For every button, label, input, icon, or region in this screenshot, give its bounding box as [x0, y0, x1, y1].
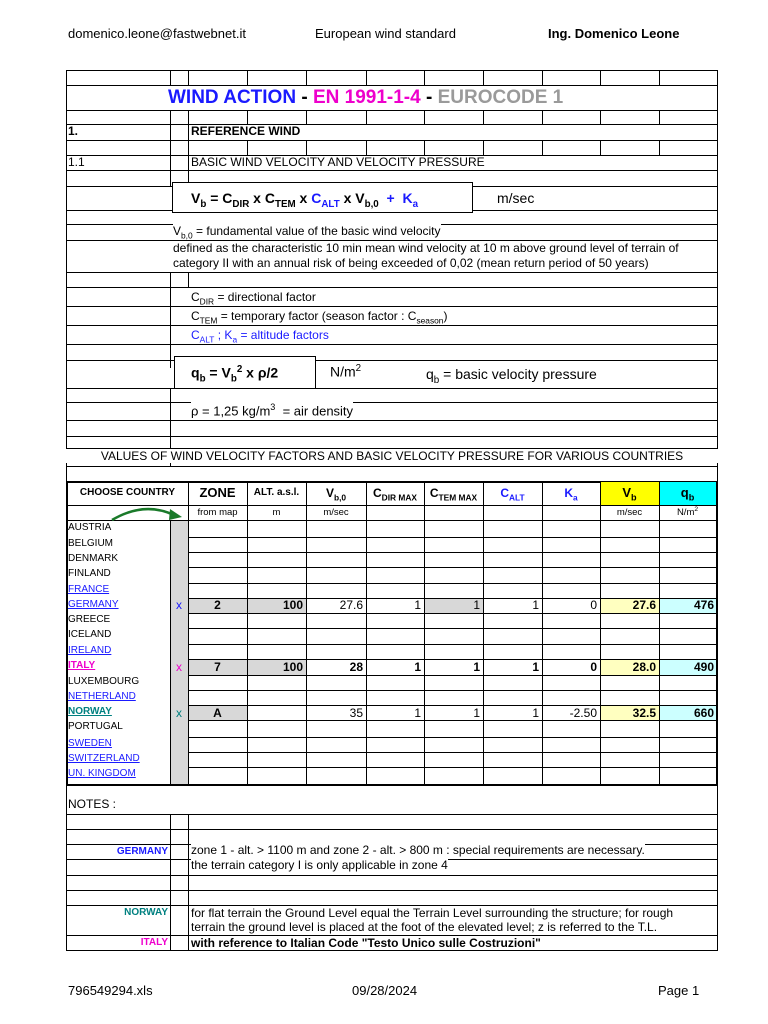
- italy-calt: 1: [532, 660, 539, 674]
- note-germany-1: zone 1 - alt. > 1100 m and zone 2 - alt. > 800 m : special requirements are necessary.: [191, 843, 645, 857]
- vb0-header: $V_{b,0}$: [325, 486, 347, 503]
- footer-page: Page 1: [658, 983, 700, 998]
- cdir-header: $C_{DIR MAX}$: [372, 486, 418, 503]
- choose-country-header: CHOOSE COUNTRY: [79, 487, 176, 498]
- germany-ctem[interactable]: 1: [473, 598, 480, 612]
- footer-file: 796549294.xls: [68, 983, 153, 998]
- germany-calt: 1: [532, 598, 539, 612]
- section-number-2: 1.1: [68, 155, 85, 169]
- alt-unit: m: [272, 507, 281, 518]
- vb0-unit: m/sec: [323, 507, 349, 518]
- country-item[interactable]: NORWAY: [68, 706, 112, 717]
- norway-zone[interactable]: A: [213, 706, 222, 720]
- italy-mark: x: [176, 660, 182, 674]
- zone-header: ZONE: [199, 485, 236, 500]
- country-item[interactable]: ITALY: [68, 660, 96, 671]
- italy-cdir: 1: [414, 660, 421, 674]
- germany-cdir: 1: [414, 598, 421, 612]
- germany-mark: x: [176, 598, 182, 612]
- qb-unit: $N/m^2$: [676, 506, 699, 519]
- footer-date: 09/28/2024: [352, 983, 418, 998]
- country-item[interactable]: GERMANY: [68, 599, 119, 610]
- norway-cdir: 1: [414, 706, 421, 720]
- norway-calt: 1: [532, 706, 539, 720]
- note-norway-2: terrain the ground level is placed at the foot of the elevated level; z is referred to the T.L.: [191, 920, 658, 934]
- germany-ka: 0: [590, 598, 597, 612]
- zone-unit: from map: [197, 507, 238, 518]
- note-norway-label: NORWAY: [124, 907, 168, 918]
- definition-vb0: $V_{b,0}$ = fundamental value of the basic wind velocity: [173, 224, 441, 241]
- country-item[interactable]: IRELAND: [68, 645, 112, 656]
- header-email: domenico.leone@fastwebnet.it: [68, 26, 246, 41]
- norway-vb0: 35: [349, 706, 363, 720]
- definition-cdir: $C_{DIR}$ = directional factor: [191, 290, 316, 307]
- air-density: ρ = 1,25 $kg/m^3$ = air density: [191, 402, 354, 419]
- definition-ctem: $C_{TEM}$ = temporary factor (season factor : $C_{season}$): [191, 309, 448, 326]
- formula-qb: $q_b = V_b^2$ x ρ/2: [191, 364, 279, 385]
- italy-alt[interactable]: 100: [282, 660, 303, 674]
- italy-zone[interactable]: 7: [214, 660, 221, 674]
- italy-vb0: 28: [349, 660, 363, 674]
- country-item: BELGIUM: [68, 538, 114, 549]
- note-germany-2: the terrain category I is only applicable in zone 4: [191, 858, 448, 872]
- country-item[interactable]: SWITZERLAND: [68, 753, 140, 764]
- note-norway-1: for flat terrain the Ground Level equal the Terrain Level surrounding the structure; for rough: [191, 906, 674, 920]
- norway-ka: -2.50: [569, 706, 597, 720]
- alt-header: ALT. a.s.l.: [253, 487, 300, 498]
- section-number-1: 1.: [68, 124, 79, 138]
- germany-qb: 476: [693, 598, 714, 612]
- country-item: LUXEMBOURG: [68, 676, 140, 687]
- germany-zone[interactable]: 2: [214, 598, 221, 612]
- formula-qb-desc: $q_b$ = basic velocity pressure: [426, 366, 597, 386]
- header-author: Ing. Domenico Leone: [548, 26, 680, 41]
- definition-line-3: category II with an annual risk of being exceeded of 0,02 (mean return period of 50 years): [173, 256, 649, 270]
- country-item[interactable]: UN. KINGDOM: [68, 768, 136, 779]
- selection-column: [171, 521, 188, 784]
- ka-header: $K_a$: [564, 486, 578, 503]
- norway-ctem: 1: [473, 706, 480, 720]
- notes-label: NOTES :: [68, 797, 117, 811]
- qb-header: $q_b$: [680, 485, 695, 503]
- country-item[interactable]: SWEDEN: [68, 738, 112, 749]
- calt-header: $C_{ALT}$: [500, 486, 525, 503]
- vb-header: $V_b$: [622, 485, 637, 503]
- table-title: VALUES OF WIND VELOCITY FACTORS AND BASIC VELOCITY PRESSURE FOR VARIOUS COUNTRIES: [66, 449, 718, 463]
- section-label-2: BASIC WIND VELOCITY AND VELOCITY PRESSURE: [191, 155, 485, 169]
- formula-vb-unit: m/sec: [497, 190, 535, 206]
- country-item: FINLAND: [68, 568, 111, 579]
- section-label-1: REFERENCE WIND: [191, 124, 301, 138]
- vb-unit: m/sec: [616, 507, 643, 518]
- italy-vb: 28.0: [632, 660, 656, 674]
- country-item[interactable]: NETHERLAND: [68, 691, 136, 702]
- country-item: DENMARK: [68, 553, 119, 564]
- germany-alt[interactable]: 100: [282, 598, 303, 612]
- italy-ctem: 1: [473, 660, 480, 674]
- italy-ka: 0: [590, 660, 597, 674]
- formula-vb: $V_b = C_{DIR}$ x $C_{TEM}$ x $C_{ALT}$ x $V_{b,0} + K_a$: [191, 190, 419, 210]
- ctem-header: $C_{TEM MAX}$: [429, 486, 478, 503]
- country-item: AUSTRIA: [68, 522, 112, 533]
- note-germany-label: GERMANY: [116, 846, 168, 857]
- note-italy-label: ITALY: [140, 937, 168, 948]
- italy-qb: 490: [693, 660, 714, 674]
- document-title: WIND ACTION - EN 1991-1-4 - EUROCODE 1: [168, 87, 564, 108]
- formula-qb-unit: $N/m^2$: [330, 363, 362, 380]
- header-center: European wind standard: [315, 26, 456, 41]
- germany-vb: 27.6: [632, 598, 656, 612]
- norway-qb: 660: [693, 706, 714, 720]
- norway-mark: x: [176, 706, 182, 720]
- germany-vb0: 27.6: [339, 598, 363, 612]
- country-item: PORTUGAL: [68, 721, 123, 732]
- definition-calt: $C_{ALT}$ ; $K_a$ = altitude factors: [191, 328, 329, 345]
- norway-vb: 32.5: [632, 706, 656, 720]
- country-item: GREECE: [68, 614, 111, 625]
- note-italy-1: with reference to Italian Code "Testo Unico sulle Costruzioni": [191, 936, 541, 950]
- country-item: ICELAND: [68, 629, 112, 640]
- definition-line-2: defined as the characteristic 10 min mean wind velocity at 10 m above ground level of terrain of: [173, 241, 679, 255]
- country-item[interactable]: FRANCE: [68, 584, 110, 595]
